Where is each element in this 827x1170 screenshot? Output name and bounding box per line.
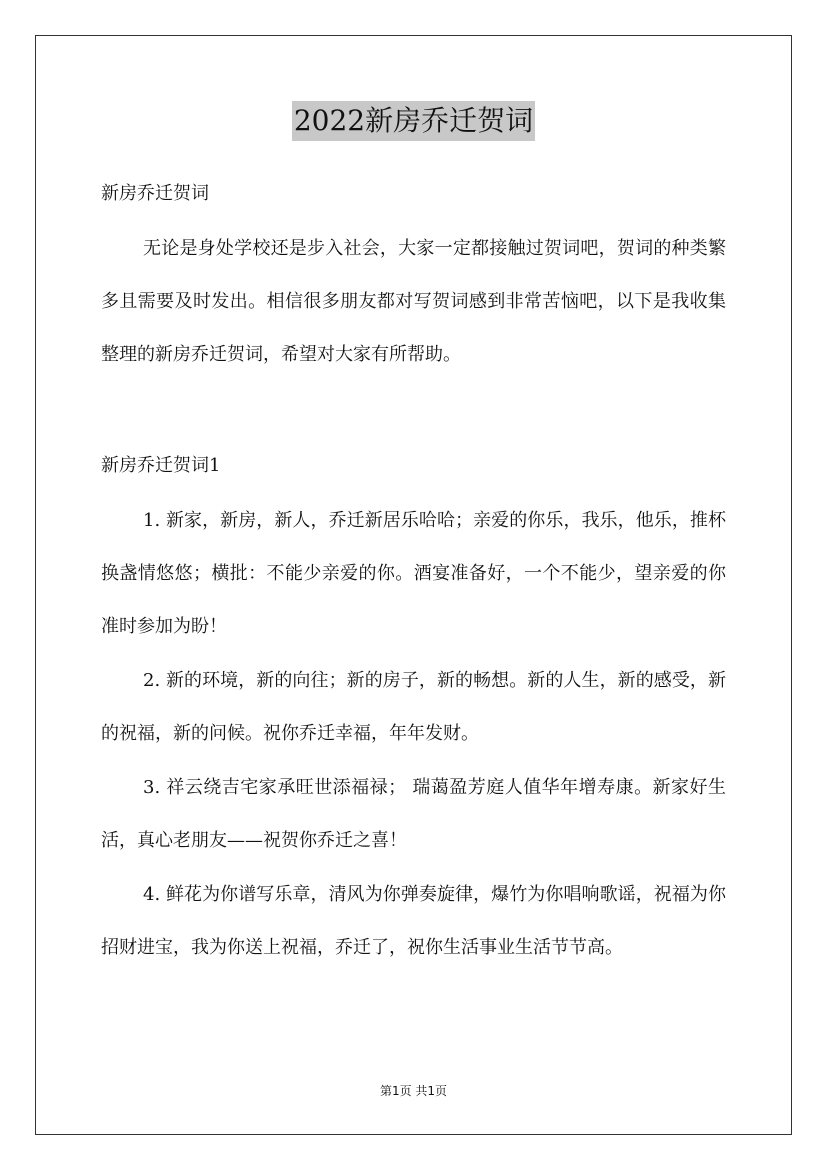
intro-paragraph: 无论是身处学校还是步入社会，大家一定都接触过贺词吧，贺词的种类繁多且需要及时发出。相信很多朋友都对写贺词感到非常苦恼吧，以下是我收集整理的新房乔迁贺词，希望对大家有所帮助。 (101, 238, 726, 365)
greeting-item-1: 1. 新家，新房，新人，乔迁新居乐哈哈；亲爱的你乐，我乐，他乐，推杯换盏情悠悠；横批：不能少亲爱的你。酒宴准备好，一个不能少，望亲爱的你准时参加为盼！ (101, 510, 726, 637)
document-title: 2022新房乔迁贺词 (292, 101, 535, 141)
greeting-item-2: 2. 新的环境，新的向往；新的房子，新的畅想。新的人生，新的感受，新的祝福，新的问候。祝你乔迁幸福，年年发财。 (101, 670, 726, 744)
section-heading: 新房乔迁贺词1 (101, 455, 221, 476)
greeting-item-4: 4. 鲜花为你谱写乐章，清风为你弹奏旋律，爆竹为你唱响歌谣，祝福为你招财进宝，我为你送上祝福，乔迁了，祝你生活事业生活节节高。 (101, 884, 726, 958)
page-footer: 第1页 共1页 (379, 1084, 448, 1098)
title-container (0, 101, 827, 141)
document-heading: 新房乔迁贺词 (101, 183, 209, 204)
greeting-item-3: 3. 祥云绕吉宅家承旺世添福禄； 瑞蔼盈芳庭人值华年增寿康。新家好生活，真心老朋友——祝贺你乔迁之喜！ (101, 777, 726, 851)
